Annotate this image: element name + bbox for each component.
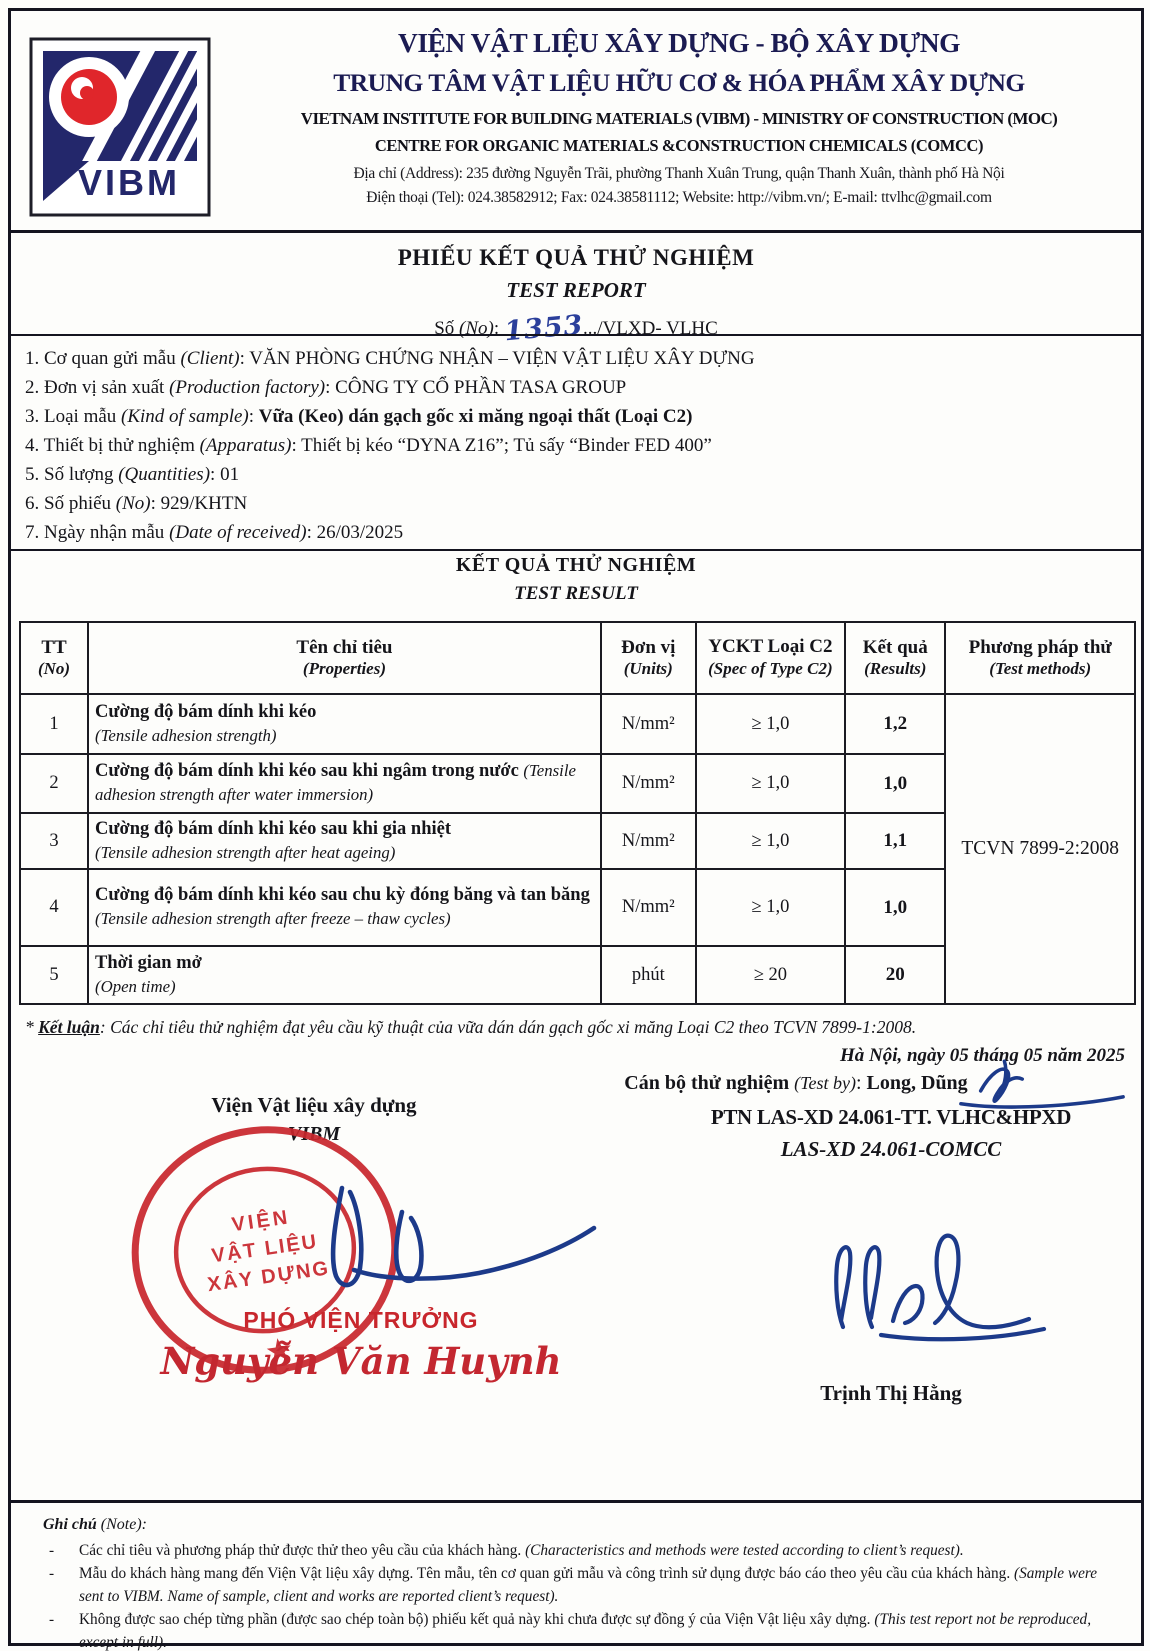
result-heading-vi: KẾT QUẢ THỬ NGHIỆM [455,554,697,576]
deputy-director-name: Nguyễn Văn Huynh [160,1339,562,1383]
lab-accreditation-line1: PTN LAS-XD 24.061-TT. VLHC&HPXD [710,1105,1072,1129]
report-number-label-en: (No) [459,318,494,339]
info-sep: : [239,348,250,369]
info-value: 929/KHTN [160,493,248,514]
org-contact: Điện thoại (Tel): 024.38582912; Fax: 024.38581112; Website: http://vibm.vn/; E-mail: ttvlhc@gmail.com [366,189,992,206]
test-method-cell: TCVN 7899-2:2008 [945,694,1135,1004]
info-label: 3. Loại mẫu [25,406,122,427]
note-item [43,1563,1111,1609]
col-header-spec: YCKT Loại C2 (Spec of Type C2) [696,622,845,694]
row-no: 5 [20,946,88,1004]
info-value: 01 [220,464,240,485]
info-item-date-received [25,518,1131,547]
results-table [19,621,1136,1005]
deputy-director-title: PHÓ VIỆN TRƯỞNG [243,1307,479,1333]
header-divider [11,230,1141,233]
org-address: Địa chỉ (Address): 235 đường Nguyễn Trãi, phường Thanh Xuân Trung, quận Thanh Xuân, thành phố Hà Nội [353,165,1005,182]
info-label-en: (Client) [180,348,240,369]
lab-accreditation-line2: LAS-XD 24.061-COMCC [780,1137,1002,1161]
row-spec: ≥ 20 [696,946,845,1004]
row-unit: N/mm² [601,694,696,754]
result-heading [11,554,1141,605]
note-item [43,1609,1111,1651]
info-label: 1. Cơ quan gửi mẫu [25,348,181,369]
result-heading-en: TEST RESULT [514,583,638,604]
row-spec: ≥ 1,0 [696,694,845,754]
col-header-properties: Tên chỉ tiêu (Properties) [88,622,601,694]
info-sep: : [150,493,161,514]
logo-vibm-text: VIBM [78,162,180,203]
report-title-en: TEST REPORT [506,278,646,302]
note-item [43,1540,1111,1563]
date-line: Hà Nội, ngày 05 tháng 05 năm 2025 [839,1045,1125,1066]
info-sep: : [306,522,317,543]
info-label-en: (No) [115,493,151,514]
row-spec: ≥ 1,0 [696,869,845,946]
row-spec: ≥ 1,0 [696,813,845,869]
row-result: 1,1 [845,813,945,869]
col-header-no: TT (No) [20,622,88,694]
test-by-label: Cán bộ thử nghiệm [624,1072,795,1094]
page-frame [8,8,1144,1651]
report-number-suffix: .../VLXD- VLHC [583,318,718,339]
info-item-quantities [25,460,1131,489]
col-header-results: Kết quả (Results) [845,622,945,694]
items-divider [11,549,1141,551]
info-value: Thiết bị kéo “DYNA Z16”; Tủ sấy “Binder FED 400” [301,435,712,456]
org-name-en-line2: CENTRE FOR ORGANIC MATERIALS &CONSTRUCTION CHEMICALS (COMCC) [374,136,984,155]
info-label-en: (Apparatus) [199,435,292,456]
info-item-apparatus [25,431,1131,460]
note-text: Các chỉ tiêu và phương pháp thử được thử theo yêu cầu của khách hàng. (Characteristics and methods were tested according to client’s request). [79,1542,964,1559]
table-header-row [20,622,1135,694]
row-unit: N/mm² [601,754,696,813]
report-number-label: Số [434,318,460,339]
info-label: 4. Thiết bị thử nghiệm [25,435,200,456]
info-label-en: (Production factory) [169,377,326,398]
row-no: 4 [20,869,88,946]
col-header-units: Đơn vị (Units) [601,622,696,694]
issuing-org-abbr: VIBM [287,1123,341,1145]
row-no: 1 [20,694,88,754]
row-no: 2 [20,754,88,813]
conclusion-star: * [25,1017,39,1037]
report-title-block [11,245,1141,348]
report-title-vi: PHIẾU KẾT QUẢ THỬ NGHIỆM [397,245,755,270]
info-value: VĂN PHÒNG CHỨNG NHẬN – VIỆN VẬT LIỆU XÂY DỰNG [249,348,755,369]
info-label: 2. Đơn vị sản xuất [25,377,170,398]
table-row [20,694,1135,754]
row-result: 1,0 [845,754,945,813]
conclusion-sep: : [99,1017,111,1037]
info-label: 5. Số lượng [25,464,119,485]
note-bullet: - [49,1564,55,1582]
test-by-sep: : [855,1072,867,1094]
signature-area [11,1045,1141,1497]
notes-box [11,1500,1141,1651]
info-value: CÔNG TY CỔ PHẦN TASA GROUP [335,377,627,398]
info-value: Vữa (Keo) dán gạch gốc xi măng ngoại thất (Loại C2) [258,406,693,427]
vibm-logo [29,37,211,217]
note-bullet: - [49,1542,55,1559]
row-result: 20 [845,946,945,1004]
row-property: Cường độ bám dính khi kéo (Tensile adhesion strength) [88,694,601,754]
info-value: 26/03/2025 [316,522,404,543]
notes-heading-vi: Ghi chú [43,1516,101,1533]
info-label-en: (Quantities) [118,464,211,485]
analyst-signature [819,1223,1054,1358]
info-sep: : [325,377,336,398]
info-sep: : [248,406,259,427]
row-property: Cường độ bám dính khi kéo sau chu kỳ đóng băng và tan băng (Tensile adhesion strength after freeze – thaw cycles) [88,869,601,946]
info-item-factory [25,373,1131,402]
info-item-client [25,344,1131,373]
conclusion-line [25,1017,1131,1038]
row-result: 1,2 [845,694,945,754]
row-unit: N/mm² [601,869,696,946]
conclusion-label: Kết luận [38,1017,100,1037]
conclusion-text: Các chỉ tiêu thử nghiệm đạt yêu cầu kỹ thuật của vữa dán dán gạch gốc xi măng Loại C2 theo TCVN 7899-1:2008. [110,1017,917,1037]
info-label: 7. Ngày nhận mẫu [25,522,170,543]
sample-info-list [25,344,1131,547]
info-sep: : [210,464,221,485]
analyst-name: Trịnh Thị Hằng [820,1381,962,1405]
issuing-org-name: Viện Vật liệu xây dựng [211,1093,417,1117]
handwritten-report-number: 1353 [502,309,585,348]
row-no: 3 [20,813,88,869]
info-label-en: (Kind of sample) [121,406,249,427]
stamp-text-line3: XÂY DỰNG [206,1257,332,1297]
info-label: 6. Số phiếu [25,493,116,514]
notes-heading-en: (Note): [100,1516,147,1533]
org-header [223,27,1135,207]
org-name-vi-line1: VIỆN VẬT LIỆU XÂY DỰNG - BỘ XÂY DỰNG [397,27,961,58]
report-number-line [11,309,1141,348]
tester-signature [953,1051,1131,1113]
org-name-en-line1: VIETNAM INSTITUTE FOR BUILDING MATERIALS (VIBM) - MINISTRY OF CONSTRUCTION (MOC) [300,109,1058,128]
row-property: Cường độ bám dính khi kéo sau khi gia nhiệt (Tensile adhesion strength after heat ageing) [88,813,601,869]
tester-names: Long, Dũng [866,1072,968,1094]
row-unit: phút [601,946,696,1004]
org-name-vi-line2: TRUNG TÂM VẬT LIỆU HỮU CƠ & HÓA PHẨM XÂY DỰNG [333,68,1025,97]
note-bullet: - [49,1610,55,1628]
info-sep: : [291,435,302,456]
title-divider [11,334,1141,336]
stamp-text-line1: VIỆN [230,1206,292,1237]
note-text: Mẫu do khách hàng mang đến Viện Vật liệu xây dựng. Tên mẫu, tên cơ quan gửi mẫu và công trình sử dụng được báo cáo theo yêu cầu của khách hàng. (Sample were sent to VIBM. Name of sample, client and works are reported client’s request). [79,1564,1098,1605]
report-number-sep: : [493,318,504,339]
row-result: 1,0 [845,869,945,946]
note-text: Không được sao chép từng phần (được sao chép toàn bộ) phiếu kết quả này khi chưa được sự đồng ý của Viện Vật liệu xây dựng. (This test report not be reproduced, except in full). [79,1610,1092,1651]
test-by-label-en: (Test by) [794,1073,856,1093]
stamp-text-line2: VẬT LIỆU [210,1230,320,1268]
row-property: Thời gian mở (Open time) [88,946,601,1004]
col-header-methods: Phương pháp thử (Test methods) [945,622,1135,694]
info-label-en: (Date of received) [169,522,307,543]
info-item-sheet-no [25,489,1131,518]
deputy-director-signature [294,1178,604,1298]
row-spec: ≥ 1,0 [696,754,845,813]
row-unit: N/mm² [601,813,696,869]
notes-heading [43,1513,1111,1537]
info-item-sample-kind [25,402,1131,431]
row-property: Cường độ bám dính khi kéo sau khi ngâm trong nước (Tensile adhesion strength after water immersion) [88,754,601,813]
